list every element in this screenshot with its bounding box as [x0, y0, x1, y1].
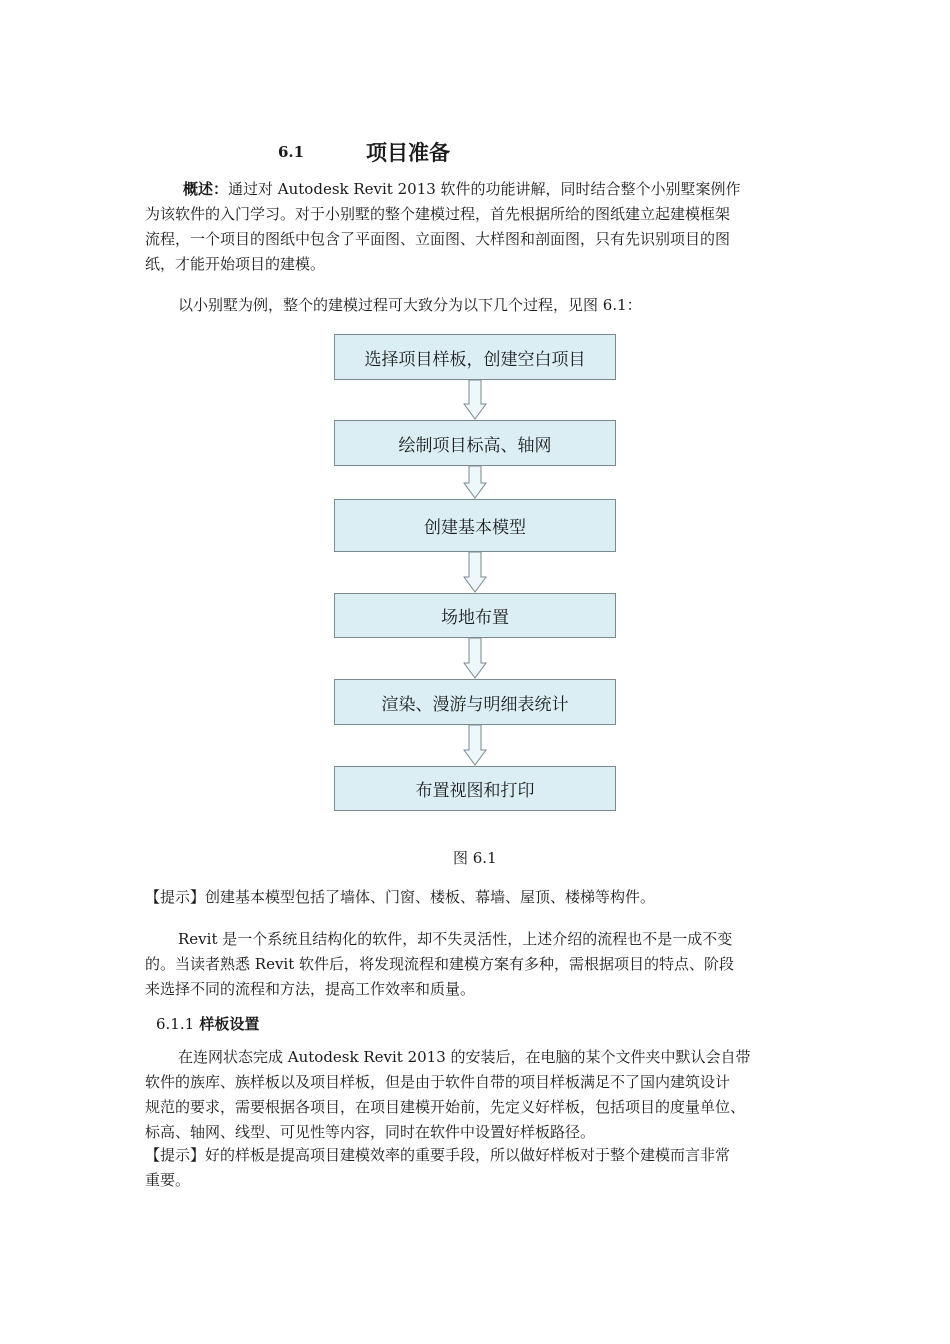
tip2-line: 【提示】好的样板是提高项目建模效率的重要手段，所以做好样板对于整个建模而言非常 [145, 1146, 731, 1164]
revit-paragraph [145, 927, 815, 1002]
overview-line: 通过对 Autodesk Revit 2013 软件的功能讲解，同时结合整个小别墅案例作 [228, 180, 741, 198]
subsection-heading [156, 1013, 259, 1034]
template-line: 标高、轴网、线型、可见性等内容，同时在软件中设置好样板路径。 [145, 1123, 596, 1141]
down-arrow-icon [464, 380, 486, 419]
overview-line: 流程，一个项目的图纸中包含了平面图、立面图、大样图和剖面图，只有先识别项目的图 [145, 230, 731, 248]
tip2-line: 重要。 [145, 1171, 191, 1189]
intro-line: 以小别墅为例，整个的建模过程可大致分为以下几个过程，见图 6.1： [178, 296, 642, 314]
down-arrow-icon [464, 725, 486, 765]
flow-step: 选择项目样板，创建空白项目 [334, 334, 616, 380]
subsection-title: 样板设置 [199, 1015, 260, 1033]
tip-note: 【提示】创建基本模型包括了墙体、门窗、楼板、幕墙、屋顶、楼梯等构件。 [145, 888, 656, 906]
flow-step: 布置视图和打印 [334, 766, 616, 811]
template-line: 在连网状态完成 Autodesk Revit 2013 的安装后，在电脑的某个文件夹中默认会自带 [178, 1048, 751, 1066]
revit-line: Revit 是一个系统且结构化的软件，却不失灵活性，上述介绍的流程也不是一成不变 [178, 930, 733, 948]
figure-caption: 图 6.1 [453, 849, 497, 867]
flow-step: 创建基本模型 [334, 499, 616, 552]
revit-line: 的。当读者熟悉 Revit 软件后，将发现流程和建模方案有多种，需根据项目的特点、阶段 [145, 955, 735, 973]
down-arrow-icon [464, 466, 486, 498]
flow-step: 场地布置 [334, 593, 616, 638]
overview-line: 为该软件的入门学习。对于小别墅的整个建模过程，首先根据所给的图纸建立起建模框架 [145, 205, 731, 223]
down-arrow-icon [464, 638, 486, 678]
template-paragraph [145, 1045, 815, 1145]
flow-step: 渲染、漫游与明细表统计 [334, 679, 616, 725]
overview-label: 概述： [183, 180, 229, 198]
template-line: 规范的要求，需要根据各项目，在项目建模开始前，先定义好样板，包括项目的度量单位、 [145, 1098, 746, 1116]
overview-line: 纸，才能开始项目的建模。 [145, 255, 326, 273]
section-title: 项目准备 [366, 141, 450, 165]
tip-note-2 [145, 1143, 815, 1193]
template-line: 软件的族库、族样板以及项目样板，但是由于软件自带的项目样板满足不了国内建筑设计 [145, 1073, 731, 1091]
flow-step: 绘制项目标高、轴网 [334, 420, 616, 466]
section-number: 6.1 [278, 143, 305, 161]
down-arrow-icon [464, 552, 486, 592]
subsection-number: 6.1.1 [156, 1015, 195, 1033]
revit-line: 来选择不同的流程和方法，提高工作效率和质量。 [145, 980, 476, 998]
